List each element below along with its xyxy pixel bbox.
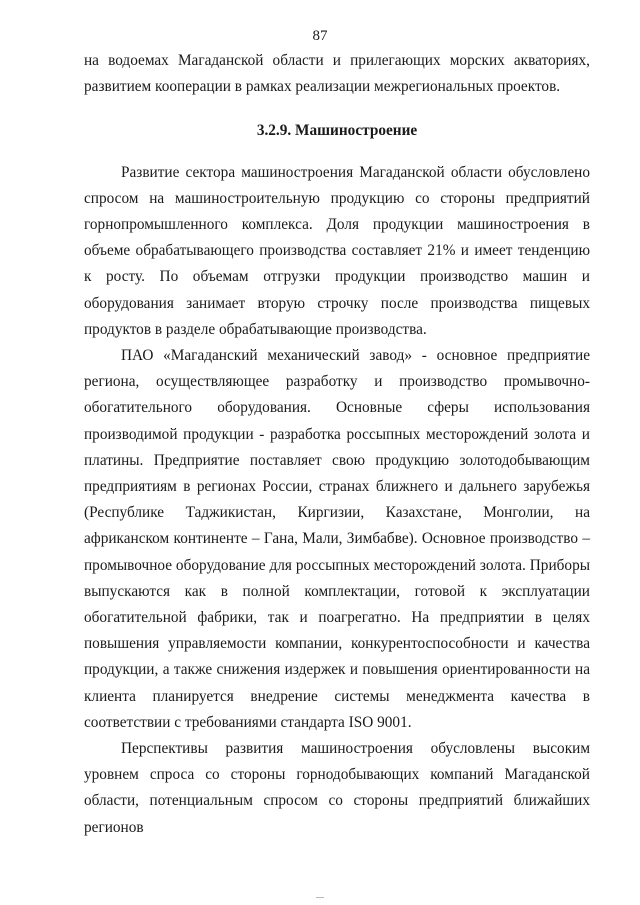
paragraph-sector-overview: Развитие сектора машиностроения Магаданской области обусловлено спросом на машиностроительную продукцию со стороны предприятий горнопромышленного комплекса. Доля продукции машиностроения в объеме обрабатывающего производства составляет 21% и имеет тенденцию к росту. По объемам отгрузки продукции производство машин и оборудования занимает вторую строчку после производства пищевых продуктов в разделе обрабатывающие производства. (84, 163, 590, 338)
section-heading: 3.2.9. Машиностроение (256, 122, 418, 140)
scan-artifact (316, 897, 324, 898)
paragraph-intro-continuation: на водоемах Магаданской области и прилегающих морских акваториях, развитием кооперации в рамках реализации межрегиональных проектов. (84, 52, 590, 96)
page-number: 87 (312, 28, 328, 44)
paragraph-magadan-plant: ПАО «Магаданский механический завод» - основное предприятие региона, осуществляющее разработку и производство промывочно-обогатительного оборудования. Основные сферы использования производимой продукции - разработка россыпных месторождений золота и платины. Предприятие поставляет свою продукцию золотодобывающим предприятиям в регионах России, странах ближнего и дальнего зарубежья (Республике Таджикистан, Киргизии, Казахстане, Монголии, на африканском континенте – Гана, Мали, Зимбабве). Основное производство – промывочное оборудование для россыпных месторождений золота. Приборы выпускаются как в полной комплектации, готовой к эксплуатации обогатительной фабрики, так и поагрегатно. На предприятии в целях повышения управляемости компании, конкурентоспособности и качества продукции, а также снижения издержек и повышения ориентированности на клиента планируется внедрение системы менеджмента качества в соответствии с требованиями стандарта ISO 9001. (84, 347, 590, 731)
paragraph-development-prospects: Перспективы развития машиностроения обусловлены высоким уровнем спроса со стороны горнодобывающих компаний Магаданской области, потенциальным спросом со стороны предприятий ближайших регионов (84, 740, 590, 836)
document-body (84, 48, 590, 841)
